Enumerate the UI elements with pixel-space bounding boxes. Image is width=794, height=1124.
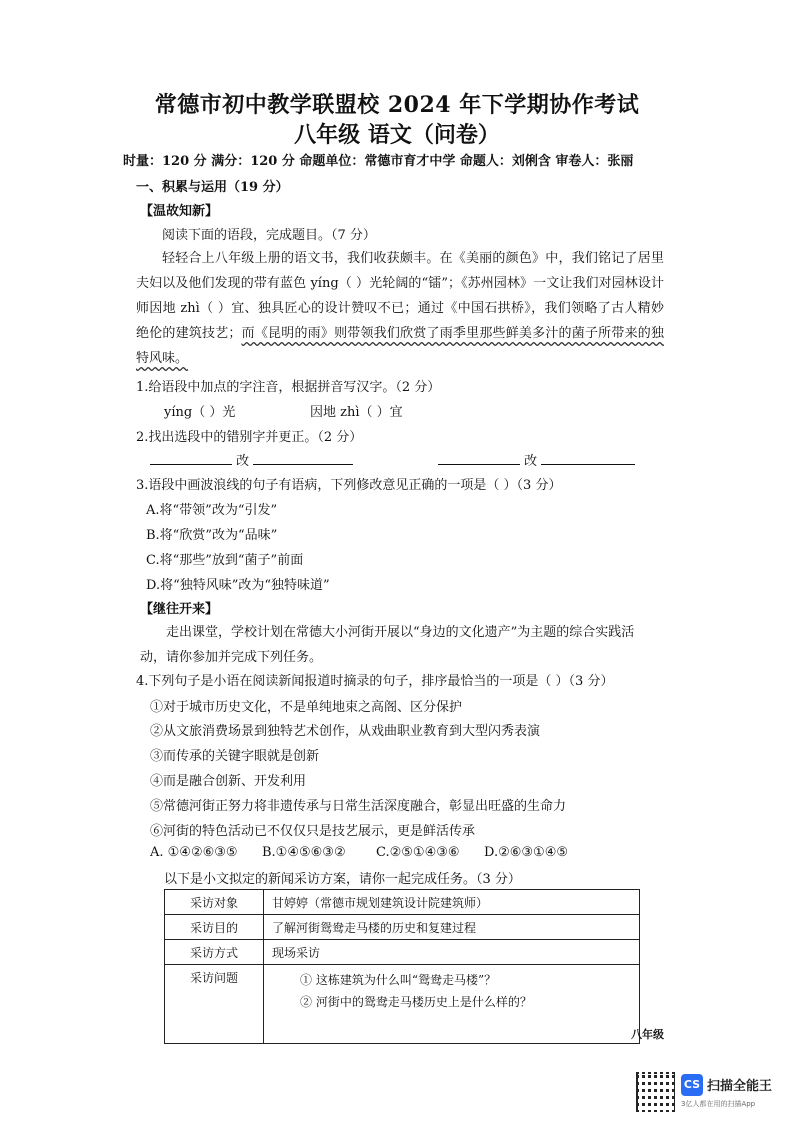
table-key: 采访对象	[165, 890, 264, 915]
q2-blank-correct-2[interactable]	[541, 452, 635, 465]
question-3: 3.语段中画波浪线的句子有语病，下列修改意见正确的一项是（ ）（3 分）	[136, 478, 562, 493]
q3-option-a[interactable]: A.将“带领”改为“引发”	[146, 503, 278, 518]
page-footer-grade: 八年级	[631, 1028, 664, 1041]
q4-sentence-6: ⑥河街的特色活动已不仅仅只是技艺展示，更是鲜活传承	[150, 824, 476, 839]
exam-subtitle: 八年级 语文（问卷）	[294, 122, 500, 148]
exam-title: 常德市初中教学联盟校 2024 年下学期协作考试	[154, 92, 640, 118]
q2-gai-2: 改	[524, 454, 538, 469]
q4-sentence-4: ④而是融合创新、开发利用	[150, 774, 307, 789]
q4-sentence-1: ①对于城市历史文化，不是单纯地束之高阁、区分保护	[150, 700, 463, 715]
passage	[136, 246, 664, 371]
q2-answer-row-1	[150, 450, 353, 469]
table-row	[165, 940, 640, 965]
question-2: 2.找出选段中的错别字并更正。（2 分）	[136, 430, 363, 445]
q4-sentence-3: ③而传承的关键字眼就是创新	[150, 749, 320, 764]
part-label-continue: 【继往开来】	[140, 602, 219, 617]
part2-intro: 走出课堂，学校计划在常德大小河街开展以“身边的文化遗产”为主题的综合实践活动，请你参加并完成下列任务。	[140, 625, 635, 665]
q4-sentence-2: ②从文旅消费场景到独特艺术创作，从戏曲职业教育到大型闪秀表演	[150, 724, 541, 739]
interview-plan-table	[164, 889, 640, 1044]
question-1: 1.给语段中加点的字注音，根据拼音写汉字。（2 分）	[136, 380, 441, 395]
q4-option-c[interactable]: C.②⑤①④③⑥	[376, 845, 460, 860]
table-value: 现场采访	[264, 940, 640, 965]
q4-sentence-5: ⑤常德河街正努力将非遗传承与日常生活深度融合，彰显出旺盛的生命力	[150, 799, 567, 814]
q3-option-b[interactable]: B.将“欣赏”改为“品味”	[146, 528, 278, 543]
section-title: 一、积累与运用（19 分）	[136, 180, 289, 195]
table-key: 采访目的	[165, 915, 264, 940]
passage-wavy-sentence: 而《昆明的雨》则带领我们欣赏了雨季里那些鲜美多汁的菌子所带来的独特风味。	[136, 326, 664, 366]
part-label-review: 【温故知新】	[140, 204, 219, 219]
scanner-app-name: 扫描全能王	[707, 1079, 773, 1094]
table-row	[165, 890, 640, 915]
table-value: 甘婷婷（常德市规划建筑设计院建筑师）	[264, 890, 640, 915]
table-value-questions	[264, 965, 640, 1044]
q2-blank-correct-1[interactable]	[253, 452, 353, 465]
q1-answer-b[interactable]: 因地 zhì（ ）宜	[310, 405, 403, 420]
table-row	[165, 965, 640, 1044]
qr-code-icon	[636, 1072, 676, 1112]
q4-option-b[interactable]: B.①④⑤⑥③②	[262, 845, 346, 860]
passage-main: 轻轻合上八年级上册的语文书，我们收获颇丰。在《美丽的颜色》中，我们铭记了居里夫妇以及他们发现的带有蓝色 yíng（ ）光轮阔的“镭”；《苏州园林》一文让我们对园林设计师因地 zhì（ ）宜、独具匠心的设计赞叹不已；通过《中国石拱桥》，我们领略了古人精妙绝伦的建筑技艺；	[136, 251, 664, 341]
table-key: 采访方式	[165, 940, 264, 965]
question-4: 4.下列句子是小语在阅读新闻报道时摘录的句子，排序最恰当的一项是（ ）（3 分）	[136, 674, 614, 689]
table-row	[165, 915, 640, 940]
q3-option-c[interactable]: C.将“那些”放到“菌子”前面	[146, 553, 304, 568]
exam-meta: 时量：120 分 满分：120 分 命题单位：常德市育才中学 命题人：刘俐含 审卷人：张丽	[123, 154, 634, 169]
q3-option-d[interactable]: D.将“独特风味”改为“独特味道”	[146, 578, 330, 593]
table-value: 了解河街鸳鸯走马楼的历史和复建过程	[264, 915, 640, 940]
q2-answer-row-2	[438, 450, 635, 469]
q4-option-a[interactable]: A. ①④②⑥③⑤	[150, 845, 238, 860]
camscanner-logo: CS	[681, 1074, 703, 1096]
plan-intro: 以下是小文拟定的新闻采访方案，请你一起完成任务。（3 分）	[164, 872, 521, 887]
interview-question-2: ② 河街中的鸳鸯走马楼历史上是什么样的？	[300, 995, 532, 1009]
q1-answer-a[interactable]: yíng（ ）光	[164, 405, 236, 420]
q2-blank-wrong-1[interactable]	[150, 452, 232, 465]
table-key: 采访问题	[165, 965, 264, 1044]
q2-gai-1: 改	[236, 454, 250, 469]
q2-blank-wrong-2[interactable]	[438, 452, 520, 465]
scanner-app-tagline: 3亿人都在用的扫描App	[681, 1100, 756, 1108]
q4-option-d[interactable]: D.②⑥③①④⑤	[484, 845, 569, 860]
passage-instruction: 阅读下面的语段，完成题目。（7 分）	[162, 228, 376, 243]
interview-question-1: ① 这栋建筑为什么叫“鸳鸯走马楼”？	[300, 973, 497, 987]
